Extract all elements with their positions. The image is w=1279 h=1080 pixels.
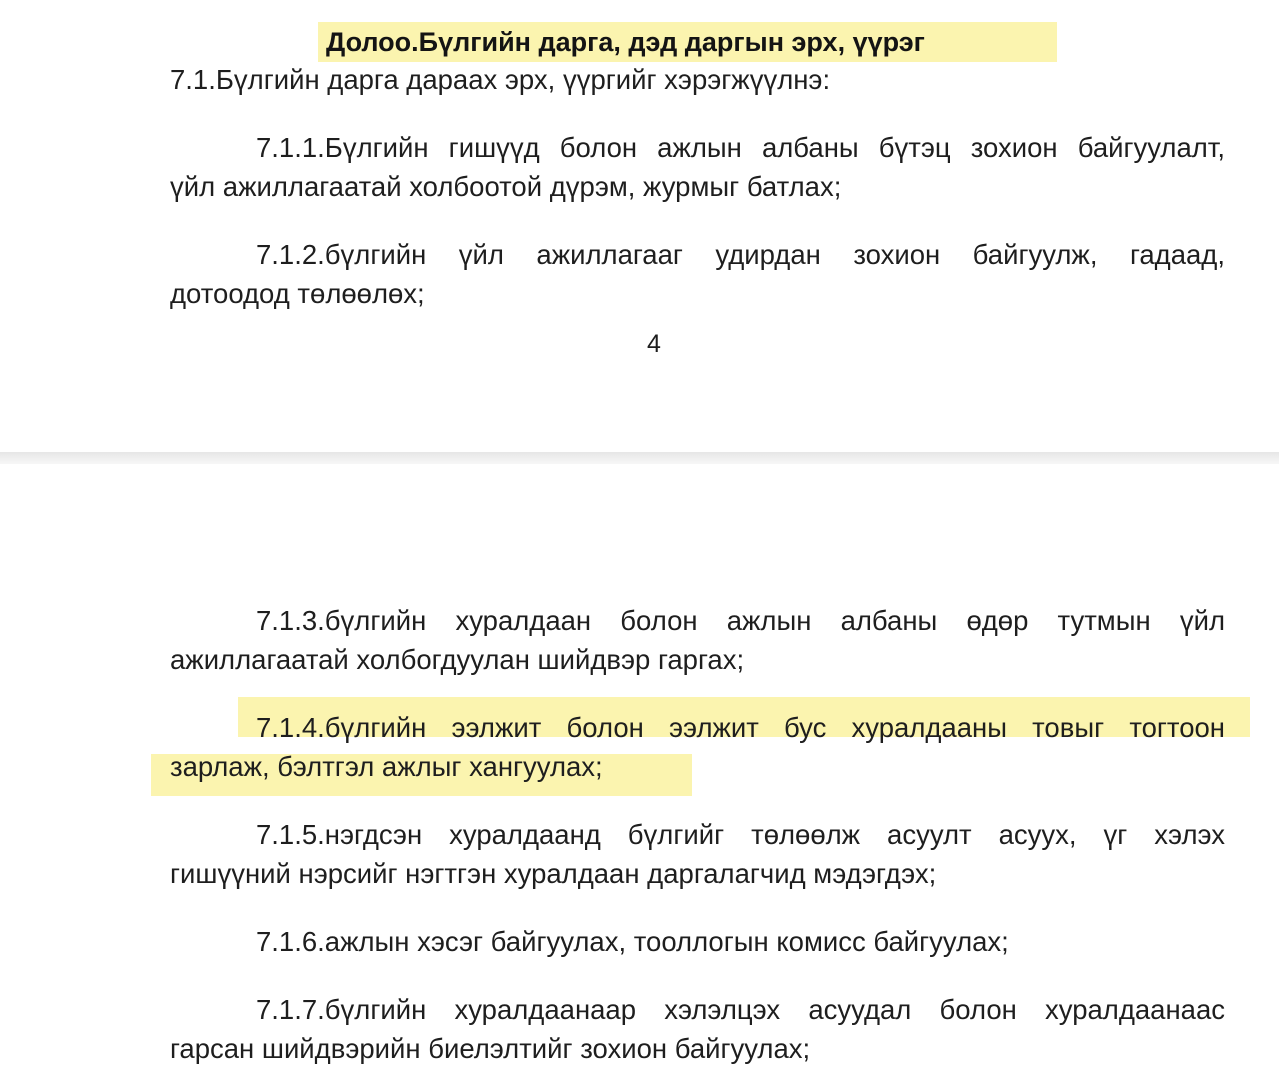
page-number: 4 [647, 330, 661, 358]
item-7-1-4-line-2: зарлаж, бэлтгэл ажлыг хангуулах; [170, 751, 603, 782]
intro-paragraph: 7.1.Бүлгийн дарга дараах эрх, үүргийг хэрэгжүүлнэ: [170, 64, 831, 95]
item-7-1-7-line-2: гарсан шийдвэрийн биелэлтийг зохион байгуулах; [170, 1033, 811, 1064]
item-7-1-1-line-1: 7.1.1.Бүлгийн гишүүд болон ажлын албаны бүтэц зохион байгуулалт, [256, 132, 1225, 163]
item-7-1-1-line-2: үйл ажиллагаатай холбоотой дүрэм, журмыг батлах; [170, 171, 842, 202]
item-7-1-3-line-2: ажиллагаатай холбогдуулан шийдвэр гаргах; [170, 644, 745, 675]
item-7-1-3-line-1: 7.1.3.бүлгийн хуралдаан болон ажлын албаны өдөр тутмын үйл [256, 605, 1225, 636]
document-page-top [0, 0, 1279, 452]
item-7-1-6-line-1: 7.1.6.ажлын хэсэг байгуулах, тооллогын комисс байгуулах; [256, 926, 1009, 957]
item-7-1-2-line-2: дотоодод төлөөлөх; [170, 278, 425, 309]
item-7-1-2-line-1: 7.1.2.бүлгийн үйл ажиллагааг удирдан зохион байгуулж, гадаад, [256, 239, 1225, 270]
section-heading: Долоо.Бүлгийн дарга, дэд даргын эрх, үүрэг [326, 27, 925, 57]
item-7-1-5-line-1: 7.1.5.нэгдсэн хуралдаанд бүлгийг төлөөлж асуулт асуух, үг хэлэх [256, 819, 1225, 850]
page-separator [0, 452, 1279, 464]
item-7-1-7-line-1: 7.1.7.бүлгийн хуралдаанаар хэлэлцэх асуудал болон хуралдаанаас [256, 994, 1225, 1025]
item-7-1-4-line-1: 7.1.4.бүлгийн ээлжит болон ээлжит бус хуралдааны товыг тогтоон [256, 712, 1225, 743]
item-7-1-5-line-2: гишүүний нэрсийг нэгтгэн хуралдаан даргалагчид мэдэгдэх; [170, 858, 937, 889]
document-page-bottom [0, 464, 1279, 1080]
